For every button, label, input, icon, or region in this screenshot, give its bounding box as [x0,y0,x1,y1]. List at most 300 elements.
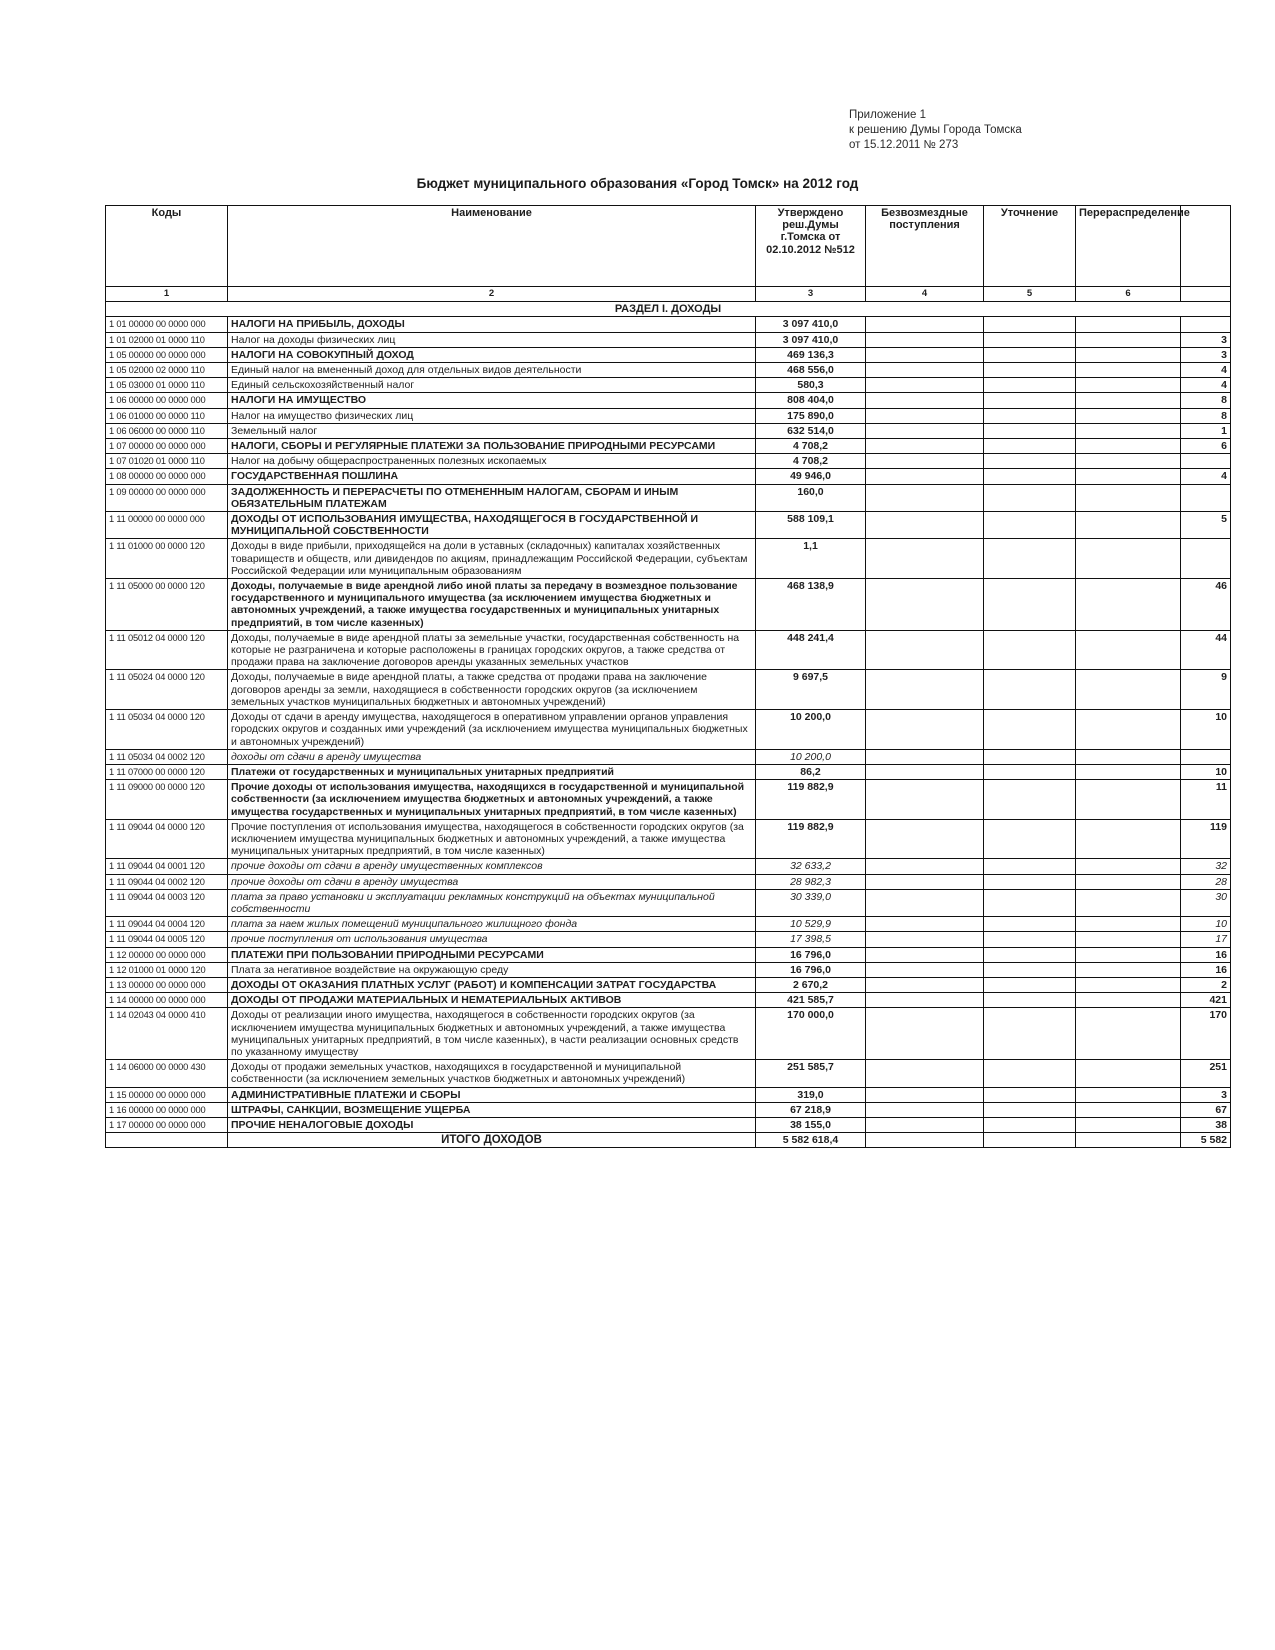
row-gratuitous-value [866,1117,984,1132]
table-header [106,206,1231,302]
table-row [106,1117,1231,1132]
row-name: Доходы, получаемые в виде арендной платы, а также средства от продажи права на заключение договоров аренды за земли, находящиеся в собственности городских округов (за исключением земельных участков муниципальных бюджетных и автономных учреждений) [228,670,756,710]
row-redistribution-value [1076,947,1181,962]
row-gratuitous-value [866,469,984,484]
row-approved-value: 3 097 410,0 [756,332,866,347]
row-approved-value: 67 218,9 [756,1102,866,1117]
page-title: Бюджет муниципального образования «Город Томск» на 2012 год [416,176,859,191]
row-redistribution-value [1076,917,1181,932]
row-approved-value: 9 697,5 [756,670,866,710]
row-clarification-value [984,484,1076,511]
table-row [106,764,1231,779]
row-gratuitous-value [866,1008,984,1060]
total-gratuitous-value [866,1133,984,1148]
row-redistribution-value [1076,630,1181,670]
row-redistribution-value [1076,932,1181,947]
row-clarification-value [984,749,1076,764]
row-code: 1 17 00000 00 0000 000 [106,1117,228,1132]
row-redistribution-value [1076,993,1181,1008]
row-code: 1 15 00000 00 0000 000 [106,1087,228,1102]
row-clarification-value [984,630,1076,670]
row-overflow-value [1181,539,1231,579]
row-clarification-value [984,859,1076,874]
row-redistribution-value [1076,1008,1181,1060]
row-redistribution-value [1076,439,1181,454]
row-clarification-value [984,874,1076,889]
row-code: 1 11 09044 04 0001 120 [106,859,228,874]
row-code: 1 06 06000 00 0000 110 [106,423,228,438]
row-code: 1 13 00000 00 0000 000 [106,977,228,992]
row-redistribution-value [1076,393,1181,408]
column-number-6: 6 [1076,287,1181,302]
row-name: Налог на добычу общераспространенных полезных ископаемых [228,454,756,469]
row-redistribution-value [1076,1060,1181,1087]
row-approved-value: 468 556,0 [756,363,866,378]
row-name: НАЛОГИ НА СОВОКУПНЫЙ ДОХОД [228,347,756,362]
row-code: 1 11 09044 04 0005 120 [106,932,228,947]
row-clarification-value [984,819,1076,859]
row-redistribution-value [1076,484,1181,511]
budget-table [105,205,1231,1148]
row-clarification-value [984,1008,1076,1060]
row-approved-value: 28 982,3 [756,874,866,889]
row-code: 1 08 00000 00 0000 000 [106,469,228,484]
total-overflow-value: 5 582 [1181,1133,1231,1148]
table-row [106,332,1231,347]
section-title-row [106,302,1231,317]
table-row [106,363,1231,378]
column-number-row [106,287,1231,302]
row-gratuitous-value [866,874,984,889]
row-overflow-value: 10 [1181,764,1231,779]
row-overflow-value: 30 [1181,889,1231,916]
table-row [106,317,1231,332]
table-row [106,780,1231,820]
column-number-overflow [1181,287,1231,302]
row-name: Единый сельскохозяйственный налог [228,378,756,393]
row-code: 1 05 00000 00 0000 000 [106,347,228,362]
row-gratuitous-value [866,1087,984,1102]
total-redistribution-value [1076,1133,1181,1148]
row-code: 1 11 05024 04 0000 120 [106,670,228,710]
column-number-3: 3 [756,287,866,302]
row-gratuitous-value [866,859,984,874]
row-code: 1 11 05034 04 0000 120 [106,710,228,750]
row-name: НАЛОГИ НА ИМУЩЕСТВО [228,393,756,408]
row-gratuitous-value [866,889,984,916]
row-name: Плата за негативное воздействие на окружающую среду [228,962,756,977]
table-row [106,670,1231,710]
row-code: 1 12 01000 01 0000 120 [106,962,228,977]
row-gratuitous-value [866,993,984,1008]
row-clarification-value [984,469,1076,484]
row-clarification-value [984,977,1076,992]
table-row [106,819,1231,859]
row-approved-value: 16 796,0 [756,962,866,977]
row-gratuitous-value [866,780,984,820]
row-clarification-value [984,993,1076,1008]
total-approved-value: 5 582 618,4 [756,1133,866,1148]
row-gratuitous-value [866,962,984,977]
column-header-approved: Утверждено реш.Думы г.Томска от 02.10.2012 №512 [756,206,866,287]
row-code: 1 01 02000 01 0000 110 [106,332,228,347]
row-gratuitous-value [866,539,984,579]
row-overflow-value: 170 [1181,1008,1231,1060]
row-name: плата за наем жилых помещений муниципального жилищного фонда [228,917,756,932]
table-row [106,749,1231,764]
row-gratuitous-value [866,408,984,423]
row-overflow-value: 3 [1181,332,1231,347]
column-number-4: 4 [866,287,984,302]
table-row [106,347,1231,362]
row-redistribution-value [1076,962,1181,977]
row-code: 1 09 00000 00 0000 000 [106,484,228,511]
row-redistribution-value [1076,670,1181,710]
row-approved-value: 421 585,7 [756,993,866,1008]
row-approved-value: 448 241,4 [756,630,866,670]
row-name: ШТРАФЫ, САНКЦИИ, ВОЗМЕЩЕНИЕ УЩЕРБА [228,1102,756,1117]
row-name: НАЛОГИ, СБОРЫ И РЕГУЛЯРНЫЕ ПЛАТЕЖИ ЗА ПОЛЬЗОВАНИЕ ПРИРОДНЫМИ РЕСУРСАМИ [228,439,756,454]
table-row [106,512,1231,539]
row-clarification-value [984,408,1076,423]
column-header-gratuitous: Безвозмездные поступления [866,206,984,287]
row-clarification-value [984,423,1076,438]
row-approved-value: 32 633,2 [756,859,866,874]
row-name: ГОСУДАРСТВЕННАЯ ПОШЛИНА [228,469,756,484]
table-row [106,484,1231,511]
row-approved-value: 808 404,0 [756,393,866,408]
table-row [106,579,1231,631]
row-redistribution-value [1076,780,1181,820]
row-gratuitous-value [866,579,984,631]
row-code: 1 14 00000 00 0000 000 [106,993,228,1008]
row-overflow-value: 4 [1181,378,1231,393]
row-code: 1 05 02000 02 0000 110 [106,363,228,378]
row-redistribution-value [1076,512,1181,539]
row-overflow-value: 3 [1181,347,1231,362]
row-overflow-value [1181,484,1231,511]
row-name: ЗАДОЛЖЕННОСТЬ И ПЕРЕРАСЧЕТЫ ПО ОТМЕНЕННЫМ НАЛОГАМ, СБОРАМ И ИНЫМ ОБЯЗАТЕЛЬНЫМ ПЛАТЕЖАМ [228,484,756,511]
row-code: 1 11 05000 00 0000 120 [106,579,228,631]
row-clarification-value [984,947,1076,962]
table-row [106,393,1231,408]
appendix-line: Приложение 1 [849,109,927,121]
row-name: ПРОЧИЕ НЕНАЛОГОВЫЕ ДОХОДЫ [228,1117,756,1132]
row-overflow-value: 67 [1181,1102,1231,1117]
row-redistribution-value [1076,469,1181,484]
row-code: 1 16 00000 00 0000 000 [106,1102,228,1117]
row-clarification-value [984,710,1076,750]
table-row [106,469,1231,484]
row-redistribution-value [1076,454,1181,469]
total-row [106,1133,1231,1148]
row-gratuitous-value [866,710,984,750]
row-approved-value: 4 708,2 [756,439,866,454]
row-approved-value: 119 882,9 [756,780,866,820]
row-gratuitous-value [866,819,984,859]
row-redistribution-value [1076,347,1181,362]
row-gratuitous-value [866,332,984,347]
row-redistribution-value [1076,859,1181,874]
budget-table-wrapper [105,205,1230,1148]
row-redistribution-value [1076,423,1181,438]
row-overflow-value: 11 [1181,780,1231,820]
row-approved-value: 319,0 [756,1087,866,1102]
row-redistribution-value [1076,977,1181,992]
row-code: 1 11 07000 00 0000 120 [106,764,228,779]
row-clarification-value [984,579,1076,631]
row-overflow-value: 2 [1181,977,1231,992]
row-overflow-value: 3 [1181,1087,1231,1102]
row-code: 1 11 09044 04 0004 120 [106,917,228,932]
row-code: 1 11 09044 04 0000 120 [106,819,228,859]
row-overflow-value: 1 [1181,423,1231,438]
row-gratuitous-value [866,670,984,710]
row-overflow-value: 119 [1181,819,1231,859]
row-gratuitous-value [866,1102,984,1117]
row-name: Доходы, получаемые в виде арендной либо иной платы за передачу в возмездное пользование государственного и муниципального имущества (за исключением имущества бюджетных и автономных учреждений, а также имущества государственных и муниципальных унитарных предприятий, в том числе казенных) [228,579,756,631]
row-name: Прочие доходы от использования имущества, находящихся в государственной и муниципальной собственности (за исключением имущества бюджетных и автономных учреждений, а также имущества государственных и муниципальных унитарных предприятий, в том числе казенных) [228,780,756,820]
row-code: 1 11 01000 00 0000 120 [106,539,228,579]
row-gratuitous-value [866,393,984,408]
row-name: Доходы от сдачи в аренду имущества, находящегося в оперативном управлении органов управления городских округов и созданных ими учреждений (за исключением имущества муниципальных бюджетных и автономных учреждений) [228,710,756,750]
row-overflow-value: 5 [1181,512,1231,539]
row-overflow-value: 251 [1181,1060,1231,1087]
row-redistribution-value [1076,408,1181,423]
row-approved-value: 2 670,2 [756,977,866,992]
row-redistribution-value [1076,764,1181,779]
row-gratuitous-value [866,363,984,378]
row-name: Единый налог на вмененный доход для отдельных видов деятельности [228,363,756,378]
row-name: АДМИНИСТРАТИВНЫЕ ПЛАТЕЖИ И СБОРЫ [228,1087,756,1102]
row-gratuitous-value [866,423,984,438]
row-name: Доходы от реализации иного имущества, находящегося в собственности городских округов (за исключением имущества муниципальных бюджетных и автономных учреждений, а также имущества муниципальных унитарных предприятий, в том числе казенных), в части реализации основных средств по указанному имуществу [228,1008,756,1060]
row-name: Прочие поступления от использования имущества, находящегося в собственности городских округов (за исключением имущества муниципальных бюджетных и автономных учреждений, а также имущества муниципальных унитарных предприятий, в том числе казенных) [228,819,756,859]
table-row [106,378,1231,393]
row-overflow-value: 10 [1181,917,1231,932]
row-redistribution-value [1076,317,1181,332]
table-row [106,977,1231,992]
table-row [106,454,1231,469]
row-gratuitous-value [866,484,984,511]
row-approved-value: 468 138,9 [756,579,866,631]
column-number-1: 1 [106,287,228,302]
row-approved-value: 4 708,2 [756,454,866,469]
row-overflow-value [1181,317,1231,332]
table-row [106,408,1231,423]
row-name: Доходы в виде прибыли, приходящейся на доли в уставных (складочных) капиталах хозяйственных товариществ и обществ, или дивидендов по акциям, принадлежащим Российской Федерации, субъектам Российской Федерации или муниципальным образованиям [228,539,756,579]
row-clarification-value [984,363,1076,378]
document-reference-header [849,108,1209,153]
row-code: 1 11 00000 00 0000 000 [106,512,228,539]
row-gratuitous-value [866,977,984,992]
table-row [106,947,1231,962]
row-clarification-value [984,454,1076,469]
row-gratuitous-value [866,317,984,332]
row-clarification-value [984,889,1076,916]
row-code: 1 06 01000 00 0000 110 [106,408,228,423]
row-name: Земельный налог [228,423,756,438]
row-approved-value: 30 339,0 [756,889,866,916]
row-approved-value: 632 514,0 [756,423,866,438]
row-code: 1 14 06000 00 0000 430 [106,1060,228,1087]
row-approved-value: 469 136,3 [756,347,866,362]
row-clarification-value [984,317,1076,332]
row-approved-value: 10 200,0 [756,749,866,764]
total-clarification-value [984,1133,1076,1148]
row-clarification-value [984,764,1076,779]
row-redistribution-value [1076,819,1181,859]
row-approved-value: 580,3 [756,378,866,393]
table-row [106,1060,1231,1087]
row-gratuitous-value [866,947,984,962]
table-row [106,932,1231,947]
row-gratuitous-value [866,454,984,469]
row-clarification-value [984,393,1076,408]
table-row [106,439,1231,454]
row-approved-value: 1,1 [756,539,866,579]
row-gratuitous-value [866,764,984,779]
row-approved-value: 170 000,0 [756,1008,866,1060]
table-row [106,1102,1231,1117]
row-approved-value: 49 946,0 [756,469,866,484]
row-overflow-value [1181,454,1231,469]
row-gratuitous-value [866,932,984,947]
row-overflow-value: 32 [1181,859,1231,874]
table-row [106,859,1231,874]
row-gratuitous-value [866,512,984,539]
row-clarification-value [984,1087,1076,1102]
row-gratuitous-value [866,378,984,393]
row-redistribution-value [1076,363,1181,378]
row-name: Доходы от продажи земельных участков, находящихся в государственной и муниципальной собственности (за исключением земельных участков бюджетных и автономных учреждений) [228,1060,756,1087]
row-redistribution-value [1076,710,1181,750]
row-redistribution-value [1076,539,1181,579]
row-clarification-value [984,1102,1076,1117]
row-clarification-value [984,1060,1076,1087]
row-overflow-value: 6 [1181,439,1231,454]
table-body [106,302,1231,1148]
row-clarification-value [984,932,1076,947]
row-redistribution-value [1076,378,1181,393]
row-code: 1 07 00000 00 0000 000 [106,439,228,454]
table-row [106,889,1231,916]
row-clarification-value [984,917,1076,932]
row-name: ДОХОДЫ ОТ ИСПОЛЬЗОВАНИЯ ИМУЩЕСТВА, НАХОДЯЩЕГОСЯ В ГОСУДАРСТВЕННОЙ И МУНИЦИПАЛЬНОЙ СОБСТВЕННОСТИ [228,512,756,539]
row-clarification-value [984,439,1076,454]
row-approved-value: 38 155,0 [756,1117,866,1132]
row-overflow-value: 38 [1181,1117,1231,1132]
row-clarification-value [984,347,1076,362]
total-code-cell [106,1133,228,1148]
row-gratuitous-value [866,749,984,764]
row-overflow-value: 16 [1181,947,1231,962]
row-code: 1 11 05012 04 0000 120 [106,630,228,670]
table-row [106,710,1231,750]
row-overflow-value: 4 [1181,363,1231,378]
row-name: ПЛАТЕЖИ ПРИ ПОЛЬЗОВАНИИ ПРИРОДНЫМИ РЕСУРСАМИ [228,947,756,962]
row-code: 1 14 02043 04 0000 410 [106,1008,228,1060]
row-redistribution-value [1076,749,1181,764]
row-clarification-value [984,512,1076,539]
row-clarification-value [984,780,1076,820]
column-number-5: 5 [984,287,1076,302]
table-row [106,874,1231,889]
row-overflow-value: 46 [1181,579,1231,631]
row-clarification-value [984,670,1076,710]
row-approved-value: 160,0 [756,484,866,511]
row-approved-value: 10 529,9 [756,917,866,932]
column-number-2: 2 [228,287,756,302]
row-clarification-value [984,1117,1076,1132]
row-code: 1 06 00000 00 0000 000 [106,393,228,408]
table-row [106,962,1231,977]
row-overflow-value: 17 [1181,932,1231,947]
row-name: прочие доходы от сдачи в аренду имущества [228,874,756,889]
table-row [106,993,1231,1008]
total-label: ИТОГО ДОХОДОВ [228,1133,756,1148]
table-row [106,539,1231,579]
row-gratuitous-value [866,917,984,932]
column-header-name: Наименование [228,206,756,287]
row-clarification-value [984,962,1076,977]
row-overflow-value: 8 [1181,408,1231,423]
row-overflow-value: 28 [1181,874,1231,889]
row-approved-value: 588 109,1 [756,512,866,539]
row-clarification-value [984,332,1076,347]
row-name: плата за право установки и эксплуатации рекламных конструкций на объектах муниципальной собственности [228,889,756,916]
row-gratuitous-value [866,347,984,362]
row-overflow-value: 10 [1181,710,1231,750]
table-row [106,423,1231,438]
row-gratuitous-value [866,1060,984,1087]
row-name: прочие доходы от сдачи в аренду имущественных комплексов [228,859,756,874]
column-header-redistribution: Перераспределение [1076,206,1181,287]
row-overflow-value: 44 [1181,630,1231,670]
row-approved-value: 17 398,5 [756,932,866,947]
row-approved-value: 16 796,0 [756,947,866,962]
row-name: Налог на имущество физических лиц [228,408,756,423]
row-name: прочие поступления от использования имущества [228,932,756,947]
row-redistribution-value [1076,889,1181,916]
row-approved-value: 86,2 [756,764,866,779]
row-name: Налог на доходы физических лиц [228,332,756,347]
row-clarification-value [984,378,1076,393]
row-name: Платежи от государственных и муниципальных унитарных предприятий [228,764,756,779]
row-approved-value: 10 200,0 [756,710,866,750]
row-overflow-value: 16 [1181,962,1231,977]
table-row [106,1008,1231,1060]
row-code: 1 07 01020 01 0000 110 [106,454,228,469]
row-approved-value: 175 890,0 [756,408,866,423]
row-name: ДОХОДЫ ОТ ПРОДАЖИ МАТЕРИАЛЬНЫХ И НЕМАТЕРИАЛЬНЫХ АКТИВОВ [228,993,756,1008]
row-redistribution-value [1076,1117,1181,1132]
table-row [106,917,1231,932]
row-redistribution-value [1076,1087,1181,1102]
row-name: ДОХОДЫ ОТ ОКАЗАНИЯ ПЛАТНЫХ УСЛУГ (РАБОТ) И КОМПЕНСАЦИИ ЗАТРАТ ГОСУДАРСТВА [228,977,756,992]
row-name: Доходы, получаемые в виде арендной платы за земельные участки, государственная собственность на которые не разграничена и которые расположены в границах городских округов, а также средства от продажи права на заключение договоров аренды указанных земельных участков [228,630,756,670]
row-redistribution-value [1076,874,1181,889]
table-row [106,630,1231,670]
row-name: доходы от сдачи в аренду имущества [228,749,756,764]
row-approved-value: 119 882,9 [756,819,866,859]
row-name: НАЛОГИ НА ПРИБЫЛЬ, ДОХОДЫ [228,317,756,332]
decision-line: к решению Думы Города Томска [849,124,1022,136]
row-code: 1 01 00000 00 0000 000 [106,317,228,332]
column-header-clarification: Уточнение [984,206,1076,287]
section-title: РАЗДЕЛ I. ДОХОДЫ [106,302,1231,317]
row-gratuitous-value [866,630,984,670]
